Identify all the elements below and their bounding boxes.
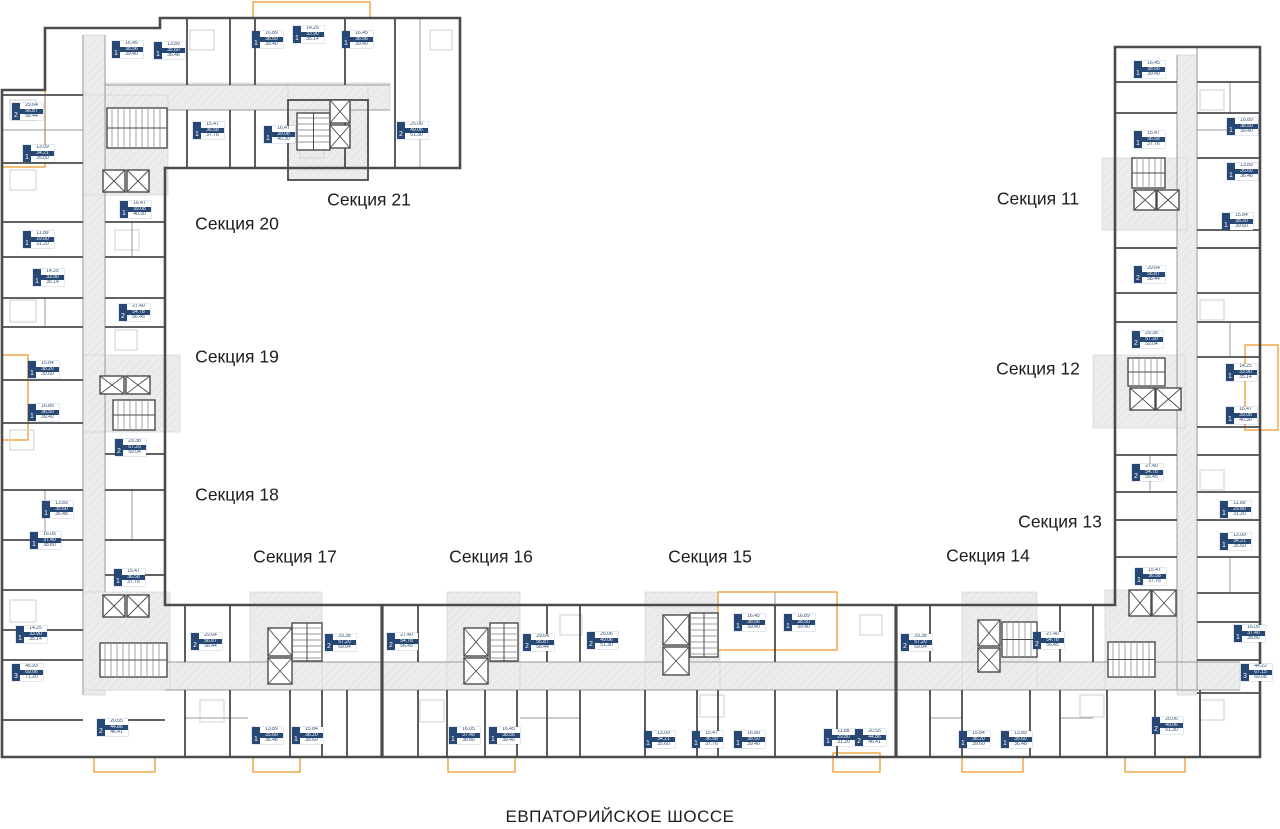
- badge-room-count: 1: [1134, 61, 1142, 78]
- badge-areas: 20.55 44.86 46.41: [105, 719, 128, 736]
- badge-room-count: 1: [824, 729, 832, 746]
- badge-room-count: 3: [12, 664, 20, 681]
- badge-room-count: 2: [1132, 464, 1140, 481]
- apartment-badge[interactable]: [12, 103, 43, 120]
- apartment-badge[interactable]: [342, 31, 373, 48]
- badge-room-count: 2: [325, 634, 333, 651]
- apartment-badge[interactable]: [523, 634, 554, 651]
- section-label: Секция 15: [668, 546, 752, 567]
- badge-room-count: 1: [42, 501, 50, 518]
- staircase-icon: [690, 613, 718, 657]
- apartment-badge[interactable]: [587, 632, 618, 649]
- apartment-badge[interactable]: [734, 731, 765, 748]
- apartment-badge[interactable]: [824, 729, 855, 746]
- elevator-icon: [127, 170, 149, 192]
- apartment-badge[interactable]: [1220, 533, 1251, 550]
- apartment-badge[interactable]: [30, 532, 61, 549]
- badge-areas: 13.89 35.60 36.48: [50, 501, 73, 518]
- staircase-icon: [490, 623, 518, 661]
- badge-areas: 13.89 35.60 36.48: [1235, 163, 1258, 180]
- badge-areas: 13.09 34.21 35.60: [1228, 533, 1251, 550]
- badge-areas: 16.89 38.50 39.40: [36, 404, 59, 421]
- badge-room-count: 1: [120, 201, 128, 218]
- badge-room-count: 1: [112, 41, 120, 58]
- elevator-icon: [330, 125, 350, 148]
- elevator-icon: [268, 658, 292, 684]
- badge-areas: 27.40 54.78 56.45: [1041, 632, 1064, 649]
- badge-room-count: 2: [855, 729, 863, 746]
- badge-room-count: 1: [1226, 407, 1234, 424]
- elevator-icon: [1157, 190, 1179, 210]
- badge-areas: 16.45 38.56 39.40: [742, 614, 765, 631]
- elevator-icon: [127, 595, 149, 617]
- badge-areas: 16.47 39.08 40.30: [272, 126, 295, 143]
- apartment-badge[interactable]: [16, 626, 47, 643]
- elevator-icon: [663, 615, 689, 645]
- apartment-badge[interactable]: [264, 126, 295, 143]
- badge-areas: 29.64 56.87 58.44: [199, 633, 222, 650]
- apartment-badge[interactable]: [1222, 213, 1253, 230]
- staircase-icon: [113, 400, 155, 430]
- apartment-badge[interactable]: [293, 26, 324, 43]
- badge-areas: 27.40 54.78 56.45: [127, 304, 150, 321]
- badge-areas: 15.84 38.20 39.60: [36, 361, 59, 378]
- section-label: Секция 20: [195, 213, 279, 234]
- badge-room-count: 2: [191, 633, 199, 650]
- badge-areas: 16.89 38.50 39.40: [1235, 118, 1258, 135]
- apartment-badge[interactable]: [1226, 407, 1257, 424]
- badge-room-count: 3: [1241, 664, 1249, 681]
- badge-room-count: 1: [644, 731, 652, 748]
- badge-room-count: 1: [342, 31, 350, 48]
- section-label: Секция 12: [996, 358, 1080, 379]
- badge-areas: 13.09 34.21 35.60: [652, 731, 675, 748]
- badge-room-count: 1: [23, 231, 31, 248]
- badge-areas: 11.89 29.80 31.20: [31, 231, 54, 248]
- badge-room-count: 1: [1001, 731, 1009, 748]
- elevator-icon: [1152, 590, 1176, 616]
- badge-areas: 16.45 38.56 39.40: [350, 31, 373, 48]
- apartment-badge[interactable]: [784, 614, 815, 631]
- apartment-badge[interactable]: [33, 269, 64, 286]
- apartment-badge[interactable]: [154, 42, 185, 59]
- badge-room-count: 1: [154, 42, 162, 59]
- badge-areas: 20.55 44.86 46.41: [863, 729, 886, 746]
- apartment-badge[interactable]: [449, 727, 480, 744]
- apartment-badge[interactable]: [489, 727, 520, 744]
- badge-areas: 13.89 35.60 36.48: [260, 727, 283, 744]
- badge-room-count: 1: [28, 404, 36, 421]
- badge-areas: 29.38 57.20 59.04: [909, 634, 932, 651]
- staircase-icon: [1002, 622, 1037, 657]
- apartment-badge[interactable]: [325, 634, 356, 651]
- apartment-badge[interactable]: [23, 231, 54, 248]
- apartment-badge[interactable]: [387, 633, 418, 650]
- section-label: Секция 18: [195, 484, 279, 505]
- apartment-badge[interactable]: [28, 404, 59, 421]
- apartment-badge[interactable]: [1134, 61, 1165, 78]
- badge-room-count: 1: [252, 31, 260, 48]
- badge-room-count: 1: [784, 614, 792, 631]
- apartment-badge[interactable]: [1227, 163, 1258, 180]
- badge-room-count: 2: [397, 122, 405, 139]
- badge-room-count: 1: [734, 731, 742, 748]
- apartment-badge[interactable]: [193, 122, 224, 139]
- apartment-badge[interactable]: [1226, 364, 1257, 381]
- apartment-badge[interactable]: [1134, 131, 1165, 148]
- section-label: Секция 11: [996, 188, 1080, 209]
- badge-room-count: 1: [692, 731, 700, 748]
- elevator-icon: [1129, 590, 1151, 616]
- badge-areas: 14.25 33.90 35.14: [24, 626, 47, 643]
- badge-room-count: 2: [901, 634, 909, 651]
- elevator-icon: [126, 376, 150, 394]
- elevator-icon: [103, 595, 125, 617]
- badge-areas: 16.45 38.56 39.40: [120, 41, 143, 58]
- apartment-badge[interactable]: [397, 122, 428, 139]
- badge-room-count: 1: [114, 569, 122, 586]
- badge-room-count: 2: [119, 304, 127, 321]
- badge-areas: 29.38 57.20 59.04: [123, 439, 146, 456]
- apartment-badge[interactable]: [119, 304, 150, 321]
- badge-room-count: 2: [12, 103, 20, 120]
- badge-areas: 15.47 36.58 37.76: [122, 569, 145, 586]
- apartment-badge[interactable]: [1132, 464, 1163, 481]
- apartment-badge[interactable]: [114, 569, 145, 586]
- badge-room-count: 1: [16, 626, 24, 643]
- apartment-badge[interactable]: [115, 439, 146, 456]
- badge-room-count: 2: [1132, 331, 1140, 348]
- elevator-icon: [1130, 388, 1155, 410]
- badge-room-count: 1: [264, 126, 272, 143]
- badge-areas: 27.40 54.78 56.45: [1140, 464, 1163, 481]
- apartment-badge[interactable]: [23, 145, 54, 162]
- section-label: Секция 21: [327, 189, 411, 210]
- badge-areas: 13.89 35.60 36.48: [162, 42, 185, 59]
- badge-room-count: 1: [193, 122, 201, 139]
- apartment-badge[interactable]: [1033, 632, 1064, 649]
- badge-room-count: 1: [28, 361, 36, 378]
- badge-areas: 15.47 36.58 37.76: [1142, 131, 1165, 148]
- badge-room-count: 1: [489, 727, 497, 744]
- badge-room-count: 1: [1227, 163, 1235, 180]
- badge-room-count: 1: [449, 727, 457, 744]
- apartment-badge[interactable]: [901, 634, 932, 651]
- apartment-badge[interactable]: [112, 41, 143, 58]
- section-label: Секция 14: [946, 545, 1030, 566]
- elevator-icon: [1156, 388, 1181, 410]
- street-label: ЕВПАТОРИЙСКОЕ ШОССЕ: [505, 807, 735, 826]
- badge-room-count: 1: [292, 727, 300, 744]
- elevator-icon: [663, 647, 689, 675]
- apartment-badge[interactable]: [42, 501, 73, 518]
- section-label: Секция 16: [449, 546, 533, 567]
- badge-areas: 29.38 57.20 59.04: [1140, 331, 1163, 348]
- apartment-badge[interactable]: [12, 664, 43, 681]
- apartment-badge[interactable]: [959, 731, 990, 748]
- staircase-icon: [100, 643, 167, 677]
- apartment-badge[interactable]: [1220, 501, 1251, 518]
- badge-areas: 29.64 56.87 58.44: [20, 103, 43, 120]
- badge-room-count: 2: [523, 634, 531, 651]
- badge-room-count: 1: [293, 26, 301, 43]
- elevator-icon: [1134, 190, 1156, 210]
- apartment-badge[interactable]: [120, 201, 151, 218]
- badge-areas: 15.47 36.58 37.76: [1143, 568, 1166, 585]
- staircase-icon: [1108, 642, 1155, 677]
- apartment-badge[interactable]: [692, 731, 723, 748]
- badge-areas: 45.93 69.06 71.20: [20, 664, 43, 681]
- badge-areas: 25.06 49.06 51.30: [595, 632, 618, 649]
- apartment-badge[interactable]: [191, 633, 222, 650]
- badge-areas: 11.89 29.80 31.20: [832, 729, 855, 746]
- badge-areas: 14.25 33.90 35.14: [301, 26, 324, 43]
- apartment-badge[interactable]: [644, 731, 675, 748]
- elevator-icon: [100, 376, 124, 394]
- elevator-icon: [464, 658, 488, 684]
- balcony-outlines: [2, 2, 1278, 772]
- staircase-icon: [1128, 358, 1165, 386]
- badge-areas: 16.47 39.08 40.30: [1234, 407, 1257, 424]
- badge-areas: 29.38 57.20 59.04: [333, 634, 356, 651]
- apartment-badge[interactable]: [1001, 731, 1032, 748]
- apartment-badge[interactable]: [1135, 568, 1166, 585]
- elevator-icon: [978, 620, 1000, 646]
- elevator-icon: [978, 648, 1000, 672]
- apartment-badge[interactable]: [97, 719, 128, 736]
- badge-room-count: 1: [1234, 625, 1242, 642]
- badge-areas: 25.06 49.06 51.30: [405, 122, 428, 139]
- badge-areas: 14.25 33.90 35.14: [1234, 364, 1257, 381]
- elevator-icon: [268, 628, 292, 656]
- badge-areas: 29.64 56.87 58.44: [1142, 266, 1165, 283]
- staircase-icon: [292, 623, 322, 661]
- apartment-badge[interactable]: [1241, 664, 1272, 681]
- elevator-icon: [103, 170, 125, 192]
- apartment-badge[interactable]: [1227, 118, 1258, 135]
- badge-areas: 13.09 34.21 35.60: [31, 145, 54, 162]
- apartment-badge[interactable]: [855, 729, 886, 746]
- badge-room-count: 2: [387, 633, 395, 650]
- apartment-badge[interactable]: [1132, 331, 1163, 348]
- badge-room-count: 1: [30, 532, 38, 549]
- badge-areas: 11.89 29.80 31.20: [1228, 501, 1251, 518]
- badge-room-count: 2: [1134, 266, 1142, 283]
- badge-areas: 44.22 67.15 69.08: [1249, 664, 1272, 681]
- badge-room-count: 1: [1135, 568, 1143, 585]
- badge-room-count: 1: [1220, 501, 1228, 518]
- badge-room-count: 1: [23, 145, 31, 162]
- badge-areas: 16.47 39.08 40.30: [128, 201, 151, 218]
- badge-areas: 25.06 49.06 51.30: [1160, 717, 1183, 734]
- section-label: Секция 19: [195, 346, 279, 367]
- badge-room-count: 2: [97, 719, 105, 736]
- badge-areas: 16.05 37.40 38.80: [1242, 625, 1265, 642]
- badge-areas: 15.84 38.20 39.60: [1230, 213, 1253, 230]
- apartment-badge[interactable]: [734, 614, 765, 631]
- elevator-icon: [330, 100, 350, 123]
- badge-areas: 29.64 56.87 58.44: [531, 634, 554, 651]
- badge-room-count: 1: [1220, 533, 1228, 550]
- badge-room-count: 2: [587, 632, 595, 649]
- badge-areas: 16.45 38.56 39.40: [1142, 61, 1165, 78]
- badge-room-count: 1: [734, 614, 742, 631]
- badge-areas: 16.05 37.40 38.80: [38, 532, 61, 549]
- badge-areas: 15.47 36.58 37.76: [201, 122, 224, 139]
- section-label: Секция 17: [253, 546, 337, 567]
- apartment-badge[interactable]: [28, 361, 59, 378]
- badge-room-count: 2: [1033, 632, 1041, 649]
- badge-room-count: 1: [959, 731, 967, 748]
- apartment-badge[interactable]: [292, 727, 323, 744]
- badge-areas: 16.05 37.40 38.80: [457, 727, 480, 744]
- badge-areas: 15.84 38.20 39.60: [967, 731, 990, 748]
- badge-areas: 16.89 38.50 39.40: [792, 614, 815, 631]
- apartment-badge[interactable]: [1234, 625, 1265, 642]
- badge-areas: 14.25 33.90 35.14: [41, 269, 64, 286]
- badge-room-count: 1: [1222, 213, 1230, 230]
- badge-areas: 13.89 35.60 36.48: [1009, 731, 1032, 748]
- badge-areas: 15.84 38.20 39.60: [300, 727, 323, 744]
- badge-room-count: 1: [1226, 364, 1234, 381]
- badge-areas: 16.89 38.50 39.40: [260, 31, 283, 48]
- badge-room-count: 1: [252, 727, 260, 744]
- badge-areas: 16.45 38.56 39.40: [497, 727, 520, 744]
- badge-room-count: 1: [1227, 118, 1235, 135]
- elevator-icon: [464, 628, 488, 656]
- badge-areas: 15.47 36.58 37.76: [700, 731, 723, 748]
- badge-areas: 16.89 38.50 39.40: [742, 731, 765, 748]
- staircase-icon: [297, 113, 330, 150]
- staircase-icon: [1132, 158, 1165, 188]
- apartment-badge[interactable]: [252, 727, 283, 744]
- badge-areas: 27.40 54.78 56.45: [395, 633, 418, 650]
- apartment-badge[interactable]: [252, 31, 283, 48]
- badge-room-count: 1: [33, 269, 41, 286]
- badge-room-count: 2: [115, 439, 123, 456]
- apartment-badge[interactable]: [1134, 266, 1165, 283]
- apartment-badge[interactable]: [1152, 717, 1183, 734]
- section-label: Секция 13: [1018, 511, 1102, 532]
- badge-room-count: 2: [1152, 717, 1160, 734]
- staircase-icon: [107, 108, 167, 148]
- badge-room-count: 1: [1134, 131, 1142, 148]
